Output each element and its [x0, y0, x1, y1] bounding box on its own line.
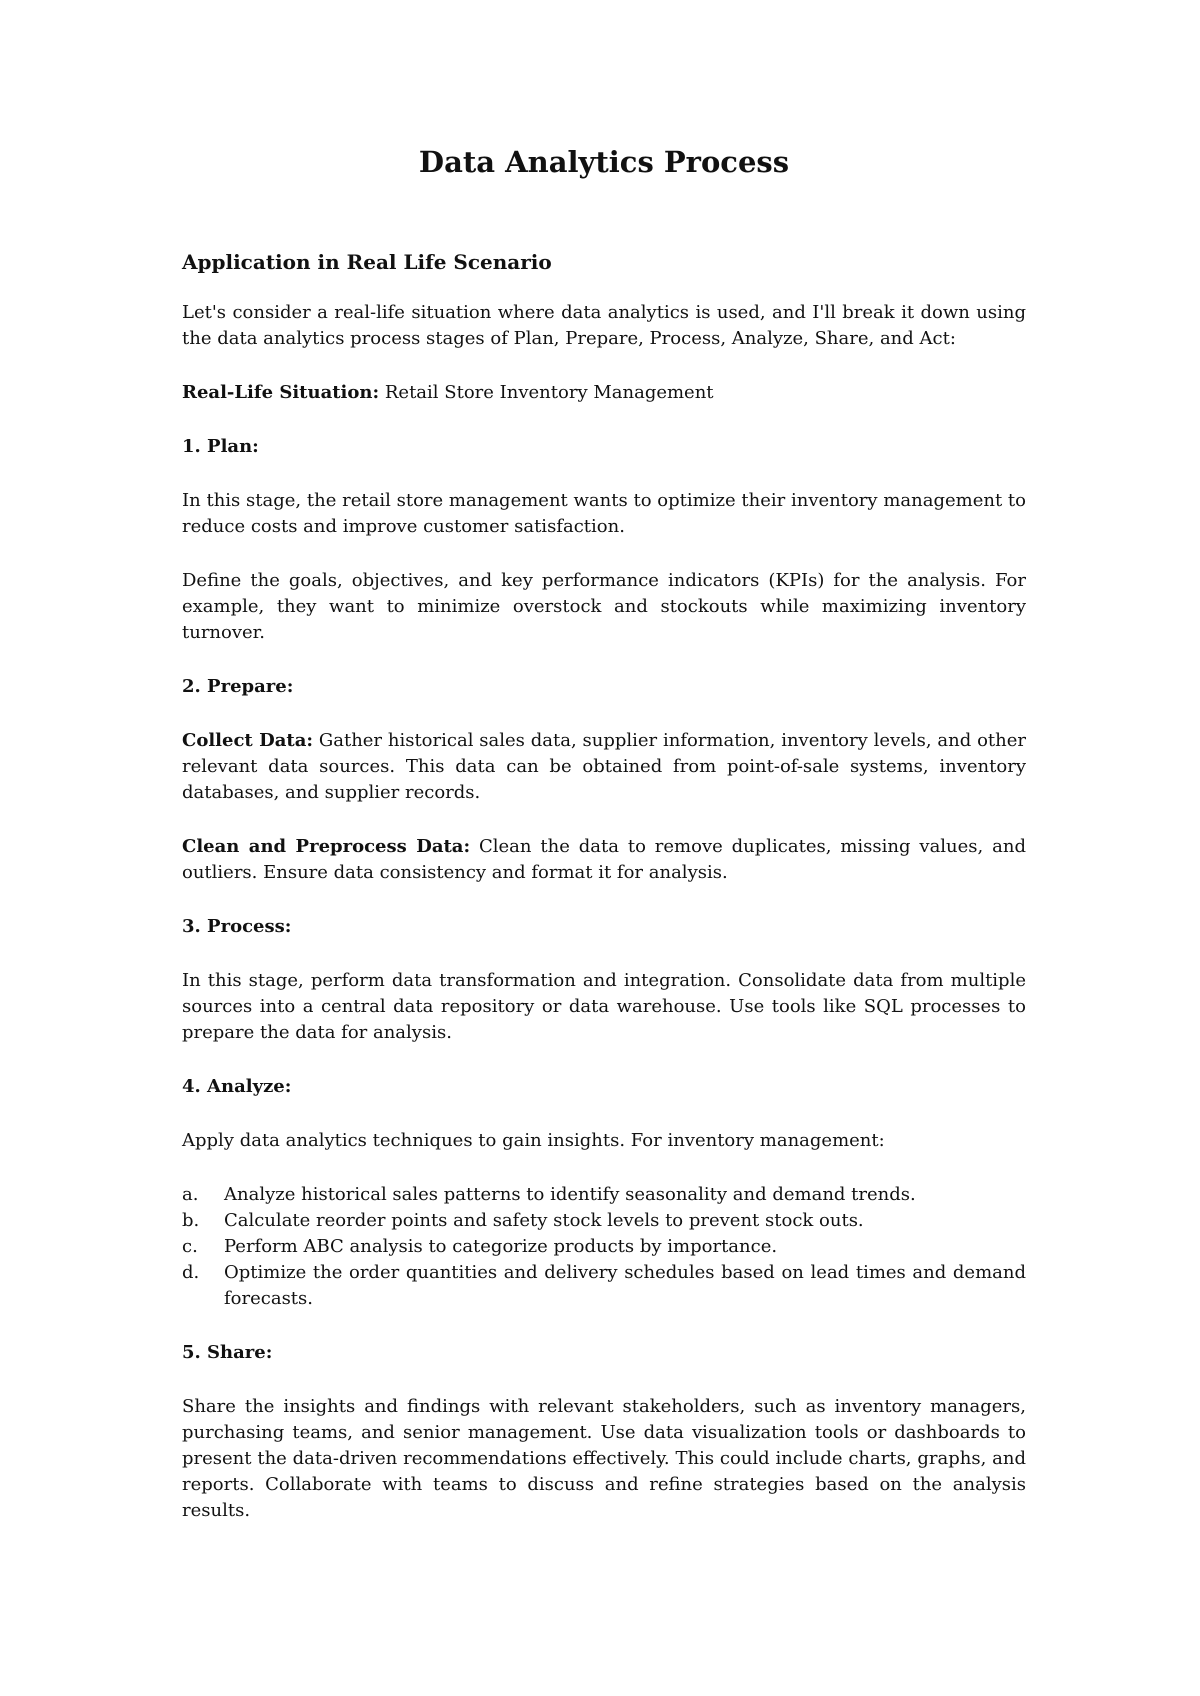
- plan-paragraph-2: Define the goals, objectives, and key performance indicators (KPIs) for the analysis. For example, they want to minimize overstock and stockouts while maximizing inventory turnover.: [182, 570, 1026, 643]
- list-item-text: Optimize the order quantities and delivery schedules based on lead times and demand forecasts.: [224, 1262, 1026, 1309]
- plan-heading: 1. Plan:: [182, 436, 259, 457]
- plan-paragraph-1: In this stage, the retail store management wants to optimize their inventory management to reduce costs and improve customer satisfaction.: [182, 490, 1026, 537]
- real-life-situation-label: Real-Life Situation:: [182, 382, 380, 403]
- list-marker: c.: [182, 1236, 198, 1257]
- list-marker: a.: [182, 1184, 199, 1205]
- list-marker: b.: [182, 1210, 200, 1231]
- list-item-text: Perform ABC analysis to categorize products by importance.: [224, 1236, 778, 1257]
- clean-data-paragraph: [182, 834, 1026, 886]
- list-item-text: Analyze historical sales patterns to identify seasonality and demand trends.: [224, 1184, 916, 1205]
- share-paragraph: Share the insights and findings with relevant stakeholders, such as inventory managers, purchasing teams, and senior management. Use data visualization tools or dashboards to present the data-driven recommendations effectively. This could include charts, graphs, and reports. Collaborate with teams to discuss and refine strategies based on the analysis results.: [182, 1396, 1026, 1521]
- process-paragraph: In this stage, perform data transformation and integration. Consolidate data from multiple sources into a central data repository or data warehouse. Use tools like SQL processes to prepare the data for analysis.: [182, 970, 1026, 1043]
- clean-data-label: Clean and Preprocess Data:: [182, 836, 471, 857]
- collect-data-label: Collect Data:: [182, 730, 314, 751]
- section-heading: Application in Real Life Scenario: [182, 250, 552, 274]
- list-item: [182, 1182, 1026, 1208]
- list-item: [182, 1260, 1026, 1312]
- analyze-paragraph: Apply data analytics techniques to gain insights. For inventory management:: [182, 1130, 885, 1151]
- intro-paragraph: Let's consider a real-life situation where data analytics is used, and I'll break it down using the data analytics process stages of Plan, Prepare, Process, Analyze, Share, and Act:: [182, 302, 1026, 349]
- real-life-situation-text: Retail Store Inventory Management: [379, 382, 714, 403]
- document-content: [182, 142, 1026, 1552]
- real-life-situation: [182, 380, 1026, 406]
- collect-data-paragraph: [182, 728, 1026, 806]
- collect-data-text: Gather historical sales data, supplier information, inventory levels, and other relevant data sources. This data can be obtained from point-of-sale systems, inventory databases, and supplier records.: [182, 730, 1026, 803]
- list-item: [182, 1208, 1026, 1234]
- list-item: [182, 1234, 1026, 1260]
- share-heading: 5. Share:: [182, 1342, 273, 1363]
- analyze-heading: 4. Analyze:: [182, 1076, 292, 1097]
- prepare-heading: 2. Prepare:: [182, 676, 294, 697]
- process-heading: 3. Process:: [182, 916, 292, 937]
- list-marker: d.: [182, 1262, 200, 1283]
- document-title: Data Analytics Process: [418, 145, 790, 179]
- list-item-text: Calculate reorder points and safety stock levels to prevent stock outs.: [224, 1210, 864, 1231]
- analyze-list: [182, 1182, 1026, 1312]
- clean-data-text: Clean the data to remove duplicates, missing values, and outliers. Ensure data consistency and format it for analysis.: [182, 836, 1026, 883]
